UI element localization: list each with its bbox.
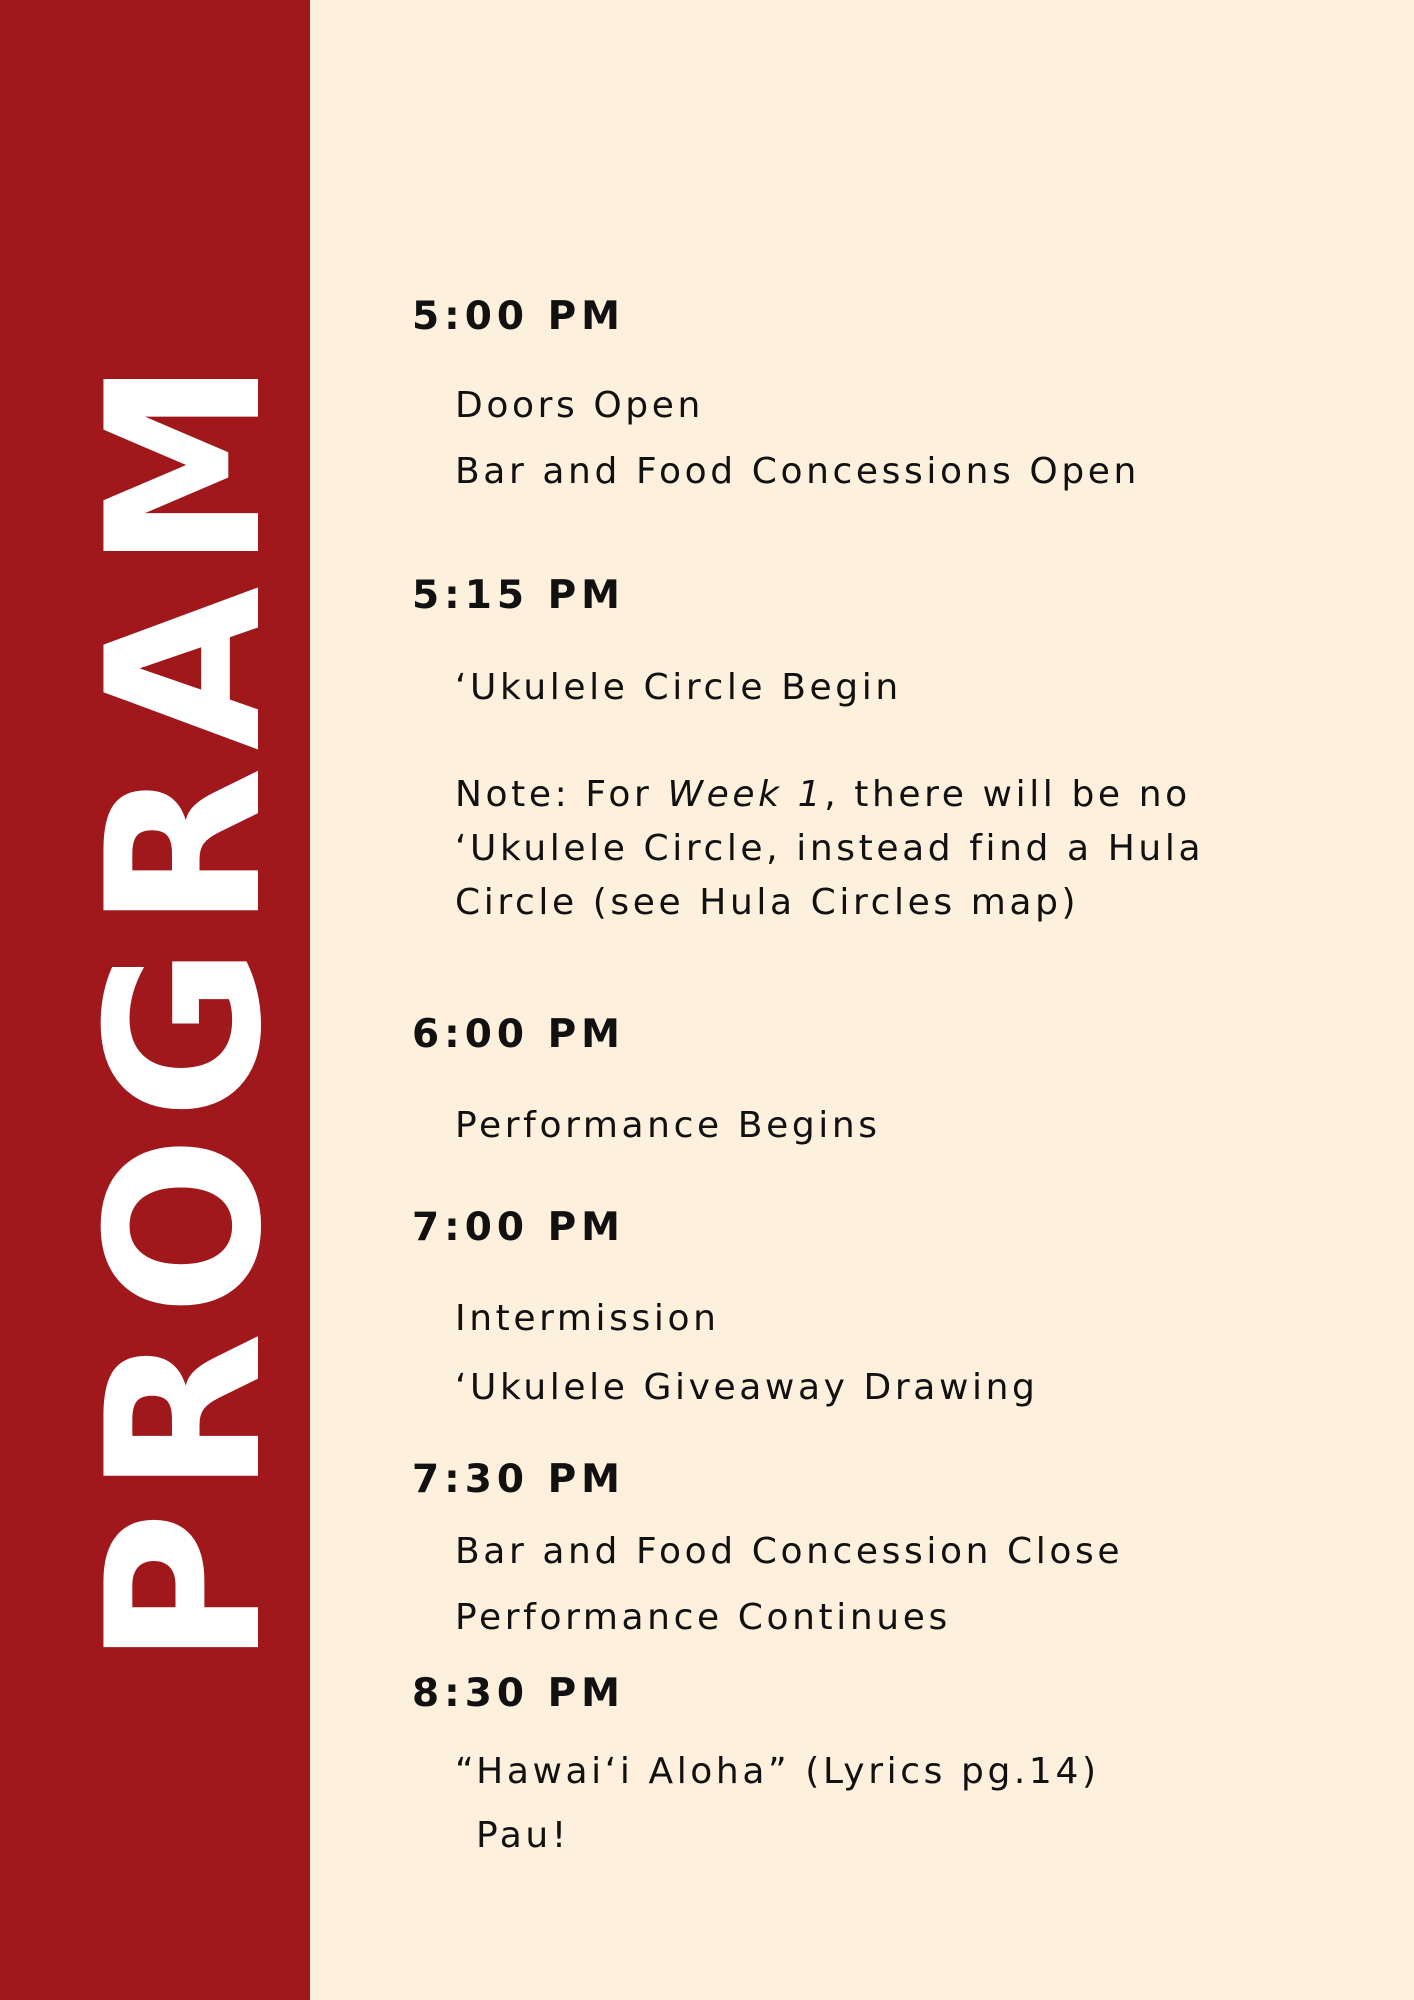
schedule-item: Performance Continues (455, 1597, 951, 1638)
time-heading: 7:00 PM (412, 1205, 625, 1250)
time-heading: 5:00 PM (412, 294, 625, 339)
schedule-item: ‘Ukulele Giveaway Drawing (455, 1367, 1039, 1408)
time-heading: 8:30 PM (412, 1671, 625, 1716)
sidebar (0, 0, 310, 2000)
note-prefix: Note: For (455, 774, 668, 815)
schedule-item: Intermission (455, 1298, 720, 1339)
schedule-item: ‘Ukulele Circle Begin (455, 667, 902, 708)
schedule-item: Pau! (476, 1815, 570, 1856)
time-heading: 6:00 PM (412, 1012, 625, 1057)
schedule-item: Performance Begins (455, 1105, 881, 1146)
time-heading: 5:15 PM (412, 573, 625, 618)
schedule-item: Bar and Food Concession Close (455, 1531, 1124, 1572)
program-title: PROGRAM (61, 343, 308, 1667)
schedule-note (455, 768, 1315, 930)
schedule-item: “Hawai‘i Aloha” (Lyrics pg.14) (455, 1751, 1100, 1792)
schedule-item: Bar and Food Concessions Open (455, 451, 1140, 492)
time-heading: 7:30 PM (412, 1457, 625, 1502)
note-suffix: , there will be no ‘Ukulele Circle, instead find a Hula Circle (see Hula Circles map) (455, 774, 1205, 923)
note-emphasis: Week 1 (667, 774, 825, 815)
schedule-item: Doors Open (455, 385, 704, 426)
